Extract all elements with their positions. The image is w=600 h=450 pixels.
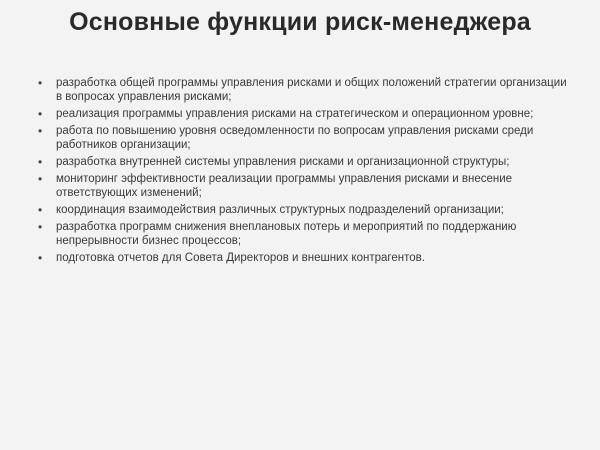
page-title: Основные функции риск-менеджера	[69, 8, 531, 36]
list-item-text: подготовка отчетов для Совета Директоров и внешних контрагентов.	[56, 252, 425, 264]
list-item-text: реализация программы управления рисками на стратегическом и операционном уровне;	[56, 108, 534, 120]
list-item	[38, 203, 568, 217]
bullet-icon: •	[38, 203, 43, 217]
bullet-icon: •	[38, 251, 43, 265]
list-item	[38, 155, 568, 169]
list-item	[38, 172, 568, 200]
list-item-text: разработка программ снижения внеплановых потерь и мероприятий по поддержанию непрерывности бизнес процессов;	[56, 221, 517, 247]
list-item-text: разработка общей программы управления рисками и общих положений стратегии организации в вопросах управления рисками;	[56, 77, 567, 103]
bullet-icon: •	[38, 172, 43, 186]
list-item-text: мониторинг эффективности реализации программы управления рисками и внесение ответствующих изменений;	[56, 173, 513, 199]
list-item	[38, 107, 568, 121]
bullet-icon: •	[38, 220, 43, 234]
list-item-text: разработка внутренней системы управления рисками и организационной структуры;	[56, 156, 510, 168]
list-item	[38, 76, 568, 104]
list-item	[38, 124, 568, 152]
functions-list	[38, 76, 568, 268]
list-item-text: координация взаимодействия различных структурных подразделений организации;	[56, 204, 504, 216]
bullet-icon: •	[38, 124, 43, 138]
bullet-icon: •	[38, 76, 43, 90]
bullet-icon: •	[38, 155, 43, 169]
bullet-icon: •	[38, 107, 43, 121]
list-item-text: работа по повышению уровня осведомленности по вопросам управления рисками среди работников организации;	[56, 125, 534, 151]
list-item	[38, 220, 568, 248]
list-item	[38, 251, 568, 265]
